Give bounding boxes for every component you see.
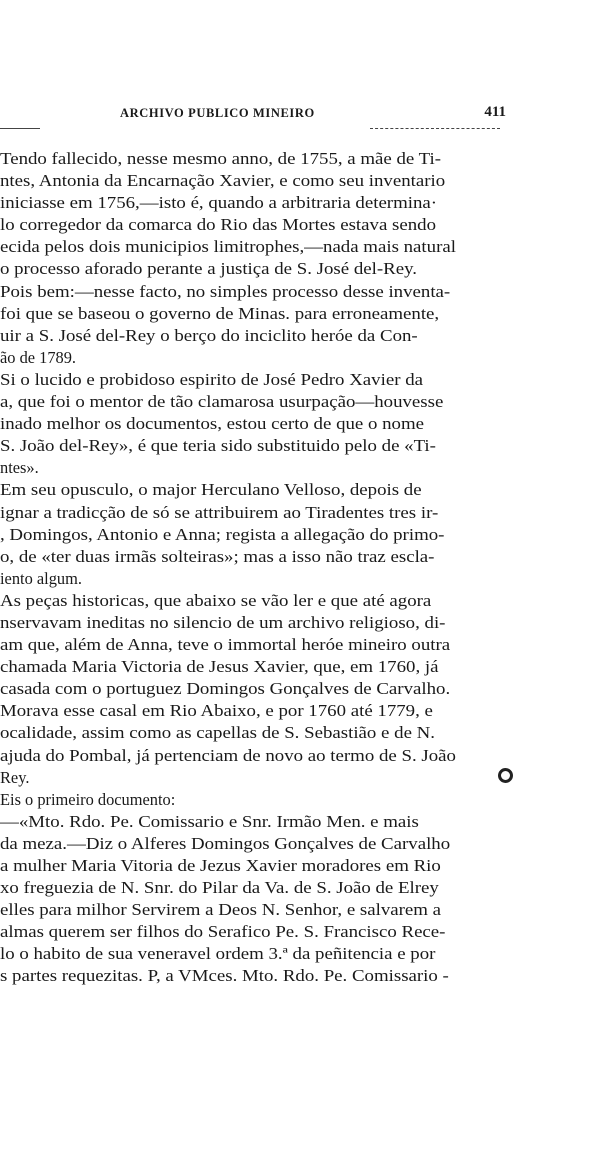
text-line-content: lo o habito de sua veneravel ordem 3.ª da peñitencia e por: [0, 944, 436, 964]
text-line-content: Morava esse casal em Rio Abaixo, e por 1760 até 1779, e: [0, 701, 433, 721]
text-line-content: As peças historicas, que abaixo se vão ler e que até agora: [0, 590, 432, 610]
text-line-content: chamada Maria Victoria de Jesus Xavier, que, em 1760, já: [0, 657, 439, 677]
text-line: [0, 678, 598, 700]
page-header: [0, 106, 598, 126]
text-line-content: casada com o portuguez Domingos Gonçalves de Carvalho.: [0, 679, 451, 699]
text-line: [0, 700, 598, 722]
text-line: [0, 568, 598, 590]
body-text: [0, 148, 598, 988]
text-line-content: o processo aforado perante a justiça de S. José del-Rey.: [0, 259, 418, 279]
text-line-content: foi que se baseou o governo de Minas. para erroneamente,: [0, 303, 440, 323]
text-line: [0, 369, 598, 391]
text-line-content: Pois bem:—nesse facto, no simples processo desse inventa-: [0, 281, 451, 301]
text-line-content: ecida pelos dois municipios limitrophes,—nada mais natural: [0, 237, 456, 257]
text-line-content: xo freguezia de N. Snr. do Pilar da Va. de S. João de Elrey: [0, 878, 439, 898]
text-line-content: elles para milhor Servirem a Deos N. Senhor, e salvarem a: [0, 900, 442, 920]
text-line: [0, 192, 598, 214]
text-line: [0, 612, 598, 634]
text-line: [0, 855, 598, 877]
text-line: [0, 413, 598, 435]
text-line-content: a mulher Maria Vitoria de Jezus Xavier moradores em Rio: [0, 856, 441, 875]
text-line-content: uir a S. José del-Rey o berço do inciclito heróe da Con-: [0, 325, 418, 345]
text-line-content: s partes requezitas. P, a VMces. Mto. Rdo. Pe. Comissario -: [0, 966, 449, 986]
text-line: [0, 148, 598, 170]
text-line: [0, 502, 598, 524]
text-line-content: almas querem ser filhos do Serafico Pe. S. Francisco Rece-: [0, 922, 446, 942]
text-line-content: ajuda do Pombal, já pertenciam de novo ao termo de S. João: [0, 745, 456, 765]
text-line: [0, 391, 598, 413]
text-line: [0, 833, 598, 855]
text-line: [0, 590, 598, 612]
text-line-content: iniciasse em 1756,—isto é, quando a arbitraria determina·: [0, 193, 438, 213]
text-line: [0, 457, 598, 479]
text-line-content: Tendo fallecido, nesse mesmo anno, de 1755, a mãe de Ti-: [0, 149, 442, 168]
text-line-content: ocalidade, assim como as capellas de S. Sebastião e de N.: [0, 723, 435, 743]
text-line-content: S. João del-Rey», é que teria sido substituido pelo de «Ti-: [0, 436, 436, 456]
header-rule-left: [0, 128, 40, 129]
text-line-content: lo corregedor da comarca do Rio das Mortes estava sendo: [0, 215, 437, 235]
text-line: [0, 325, 598, 347]
text-line: [0, 921, 598, 943]
page-number: 411: [484, 104, 506, 120]
text-line: [0, 546, 598, 568]
text-line: [0, 303, 598, 325]
text-line-content: Em seu opusculo, o major Herculano Velloso, depois de: [0, 480, 422, 500]
text-line: [0, 479, 598, 501]
text-line-content: , Domingos, Antonio e Anna; regista a allegação do primo-: [0, 524, 445, 544]
text-line: [0, 965, 598, 987]
text-line-content: am que, além de Anna, teve o immortal heróe mineiro outra: [0, 635, 451, 655]
text-line: [0, 789, 598, 811]
text-line: [0, 877, 598, 899]
text-line: [0, 347, 598, 369]
text-line: [0, 281, 598, 303]
text-line-content: —«Mto. Rdo. Pe. Comissario e Snr. Irmão Men. e mais: [0, 811, 419, 831]
text-line-content: iento algum.: [0, 568, 82, 588]
running-head: ARCHIVO PUBLICO MINEIRO: [120, 106, 315, 120]
text-line: [0, 943, 598, 965]
text-line-content: inado melhor os documentos, estou certo de que o nome: [0, 414, 425, 434]
text-line: [0, 258, 598, 280]
text-line-content: ão de 1789.: [0, 347, 77, 367]
text-line-content: da meza.—Diz o Alferes Domingos Gonçalves de Carvalho: [0, 833, 451, 853]
text-line-content: nservavam ineditas no silencio de um archivo religioso, di-: [0, 612, 446, 632]
text-line: [0, 899, 598, 921]
text-line: [0, 634, 598, 656]
text-line-content: ignar a tradicção de só se attribuirem ao Tiradentes tres ir-: [0, 502, 439, 522]
text-line-content: a, que foi o mentor de tão clamarosa usurpação—houvesse: [0, 392, 444, 412]
text-line-content: Eis o primeiro documento:: [0, 789, 176, 809]
text-line: [0, 214, 598, 236]
text-line-content: o, de «ter duas irmãs solteiras»; mas a isso não traz escla-: [0, 546, 435, 566]
text-line: [0, 170, 598, 192]
text-line: [0, 435, 598, 457]
text-line: [0, 656, 598, 678]
text-line: [0, 722, 598, 744]
text-line: [0, 745, 598, 767]
text-line-content: Rey.: [0, 767, 30, 787]
header-rule-right: [370, 128, 500, 129]
text-line: [0, 524, 598, 546]
text-line-content: ntes, Antonia da Encarnação Xavier, e como seu inventario: [0, 171, 446, 191]
text-line-content: ntes».: [0, 458, 39, 478]
text-line: [0, 236, 598, 258]
text-line-content: Si o lucido e probidoso espirito de José Pedro Xavier da: [0, 369, 424, 389]
margin-ring-mark: [498, 768, 513, 783]
text-line: [0, 811, 598, 833]
